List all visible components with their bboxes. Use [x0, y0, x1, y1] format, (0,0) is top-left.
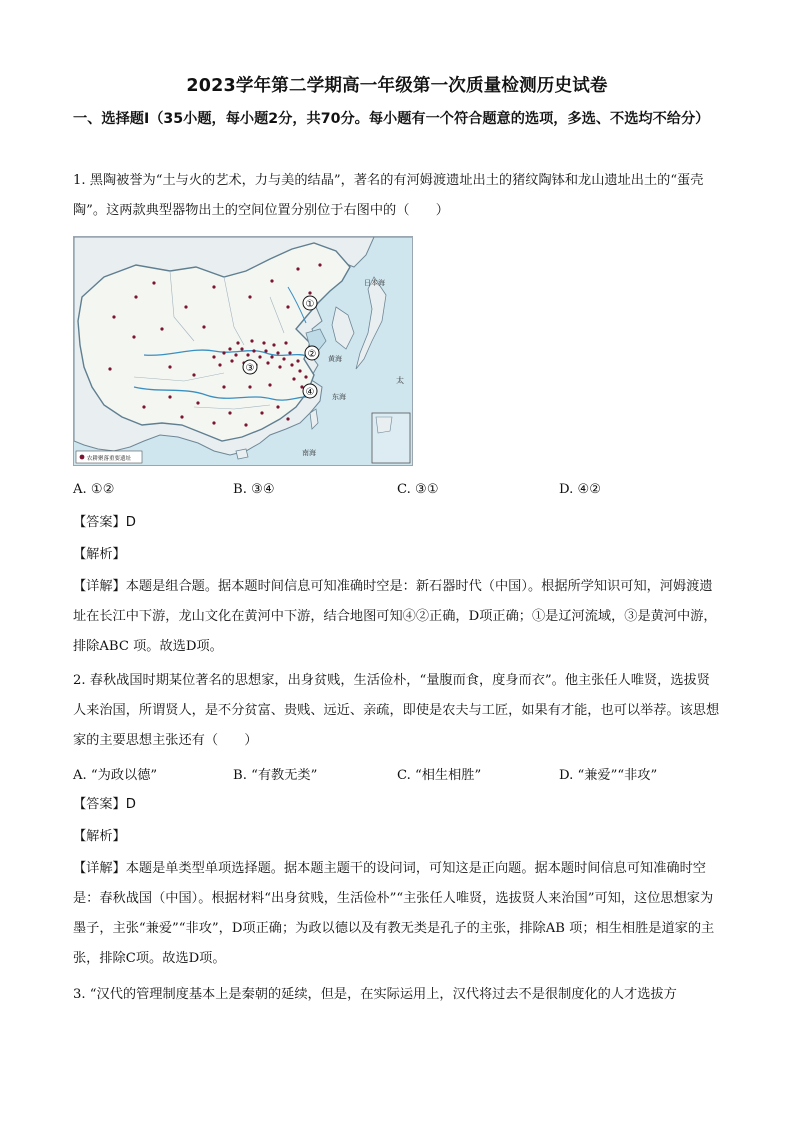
taiwan-island: [310, 409, 318, 429]
map-marker-2: [305, 346, 319, 360]
legend-dot-icon: [80, 455, 85, 460]
label-sea-japan: 日本海: [364, 279, 385, 287]
china-map-figure: [73, 236, 413, 466]
question-1-stem: 1. 黑陶被誉为“土与火的艺术，力与美的结晶”，著名的有河姆渡遗址出土的猪纹陶钵和龙山遗址出土的“蛋壳陶”。这两款典型器物出土的空间位置分别位于右图中的（ ）: [73, 173, 704, 218]
question-1-answer: 【答案】D: [73, 515, 136, 530]
exam-title: 2023学年第二学期高一年级第一次质量检测历史试卷: [186, 76, 608, 96]
inset-land: [376, 417, 392, 433]
question-3-stem: 3. “汉代的管理制度基本上是秦朝的延续，但是，在实际运用上，汉代将过去不是很制度化的人才选拔方: [73, 987, 677, 1002]
svg-text:②: ②: [307, 349, 317, 360]
map-marker-1: [303, 296, 317, 310]
question-1-options: [73, 482, 723, 506]
question-2-analysis-tag: 【解析】: [73, 829, 126, 844]
question-2-stem: 2. 春秋战国时期某位著名的思想家，出身贫贱，生活俭朴，“量腹而食，度身而衣”。他主张任人唯贤，选拔贤人来治国，所谓贤人，是不分贫富、贵贱、远近、亲疏，即使是农夫与工匠，如果有才能，也可以举荐。该思想家的主要思想主张还有（ ）: [73, 673, 720, 748]
svg-text:④: ④: [305, 387, 315, 398]
option-d[interactable]: D. ④②: [559, 482, 602, 497]
question-1-detail: 【详解】本题是组合题。据本题时间信息可知准确时空是：新石器时代（中国）。根据所学知识可知，河姆渡遗址在长江中下游，龙山文化在黄河中下游，结合地图可知④②正确，D项正确；①是辽河流域，③是黄河中游，排除ABC 项。故选D项。: [73, 579, 717, 654]
option-c[interactable]: C. ③①: [397, 482, 439, 497]
question-2-options: [73, 764, 723, 788]
map-marker-3: [243, 360, 257, 374]
question-2-answer: 【答案】D: [73, 797, 136, 812]
option-b[interactable]: B. ③④: [233, 482, 275, 497]
label-south-sea: 南海: [302, 449, 316, 457]
japan-islands: [356, 277, 386, 369]
svg-text:①: ①: [305, 299, 315, 310]
option-b[interactable]: B. “有教无类”: [233, 768, 318, 783]
option-c[interactable]: C. “相生相胜”: [397, 768, 482, 783]
korea-peninsula: [332, 307, 354, 349]
label-pacific: 太: [396, 376, 404, 385]
question-1-analysis-tag: 【解析】: [73, 547, 126, 562]
legend-label: 农耕聚落重要遗址: [87, 456, 132, 462]
option-d[interactable]: D. “兼爱”“非攻”: [559, 768, 658, 783]
hainan-island: [236, 449, 248, 459]
option-a[interactable]: A. ①②: [73, 482, 115, 497]
section-heading: 一、选择题Ⅰ（35小题，每小题2分，共70分。每小题有一个符合题意的选项，多选、不选均不给分）: [73, 111, 710, 127]
china-map-svg: [74, 237, 412, 465]
option-a[interactable]: A. “为政以德”: [73, 768, 158, 783]
map-marker-4: [303, 384, 317, 398]
svg-text:③: ③: [245, 363, 255, 374]
label-yellow-sea: 黄海: [328, 355, 342, 363]
question-2-detail: 【详解】本题是单类型单项选择题。据本题主题干的设问词，可知这是正向题。据本题时间信息可知准确时空是：春秋战国（中国）。根据材料“出身贫贱，生活俭朴”“主张任人唯贤，选拔贤人来治国”可知，这位思想家为墨子，主张“兼爱”“非攻”，D项正确；为政以德以及有教无类是孔子的主张，排除AB 项；相生相胜是道家的主张，排除C项。故选D项。: [73, 861, 715, 966]
label-east-sea: 东海: [332, 393, 346, 401]
